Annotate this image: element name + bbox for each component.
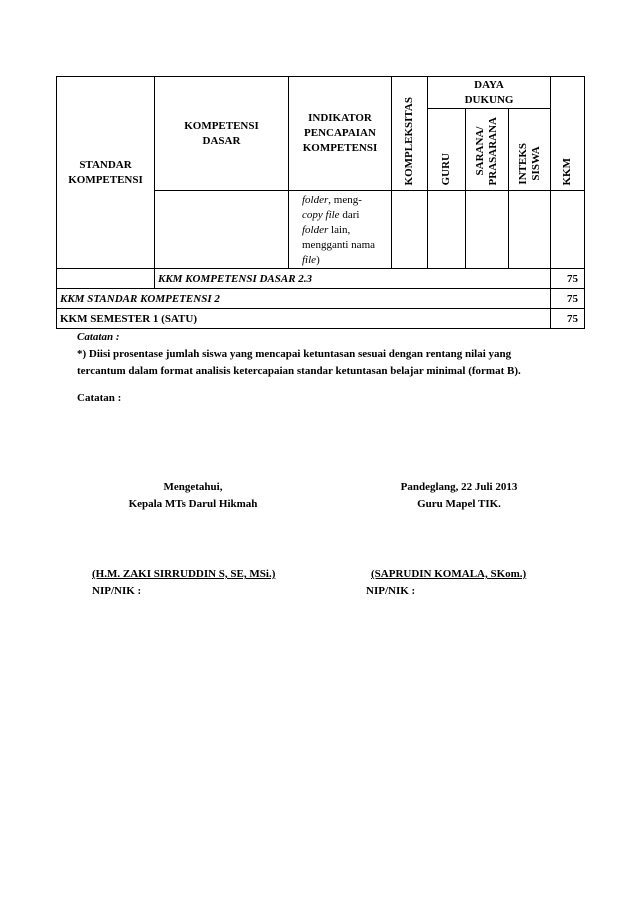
signature-left-title: Mengetahui, — [163, 481, 223, 493]
header-indikator: INDIKATOR PENCAPAIAN KOMPETENSI — [289, 77, 392, 191]
kkm-table — [56, 76, 585, 329]
header-kkm: KKM — [551, 77, 585, 191]
summary-row-semester — [57, 309, 585, 329]
guru-cell — [428, 191, 466, 269]
notes-heading-2: Catatan : — [77, 392, 122, 404]
kompleksitas-cell — [392, 191, 428, 269]
signature-right-nip: NIP/NIK : — [366, 585, 416, 597]
notes-heading: Catatan : — [77, 331, 120, 343]
signature-left-name: (H.M. ZAKI SIRRUDDIN S, SE, MSi.) — [92, 568, 276, 580]
summary-label: KKM STANDAR KOMPETENSI 2 — [57, 289, 551, 309]
signature-right-place-date: Pandeglang, 22 Juli 2013 — [400, 481, 518, 493]
notes-line-1: *) Diisi prosentase jumlah siswa yang mencapai ketuntasan sesuai dengan rentang nilai yang — [77, 348, 512, 360]
kkm-cell — [551, 191, 585, 269]
header-guru: GURU — [428, 109, 466, 191]
signature-left-nip: NIP/NIK : — [92, 585, 142, 597]
notes-line-2: tercantum dalam format analisis ketercapaian standar ketuntasan belajar minimal (format B). — [77, 365, 521, 377]
sarana-cell — [466, 191, 509, 269]
indicator-continuation: folder, meng- copy file dari folder lain, mengganti nama file) — [289, 191, 392, 269]
summary-label: KKM SEMESTER 1 (SATU) — [57, 309, 551, 329]
kompetensi-dasar-cell — [155, 191, 289, 269]
header-kompetensi-dasar: KOMPETENSI DASAR — [155, 77, 289, 191]
header-standar-kompetensi: STANDAR KOMPETENSI — [57, 77, 155, 269]
inteks-cell — [509, 191, 551, 269]
blank-cell — [57, 269, 155, 289]
summary-row-kd — [57, 269, 585, 289]
header-kompleksitas: KOMPLEKSITAS — [392, 77, 428, 191]
summary-value: 75 — [551, 289, 585, 309]
summary-value: 75 — [551, 269, 585, 289]
summary-row-sk — [57, 289, 585, 309]
signature-right-role: Guru Mapel TIK. — [417, 498, 501, 510]
header-daya-dukung: DAYA DUKUNG — [428, 77, 551, 109]
summary-value: 75 — [551, 309, 585, 329]
summary-label: KKM KOMPETENSI DASAR 2.3 — [155, 269, 551, 289]
signature-left-role: Kepala MTs Darul Hikmah — [128, 498, 258, 510]
signature-right-name: (SAPRUDIN KOMALA, SKom.) — [371, 568, 527, 580]
header-inteks-siswa: INTEKS SISWA — [509, 109, 551, 191]
header-sarana-prasarana: SARANA/ PRASARANA — [466, 109, 509, 191]
